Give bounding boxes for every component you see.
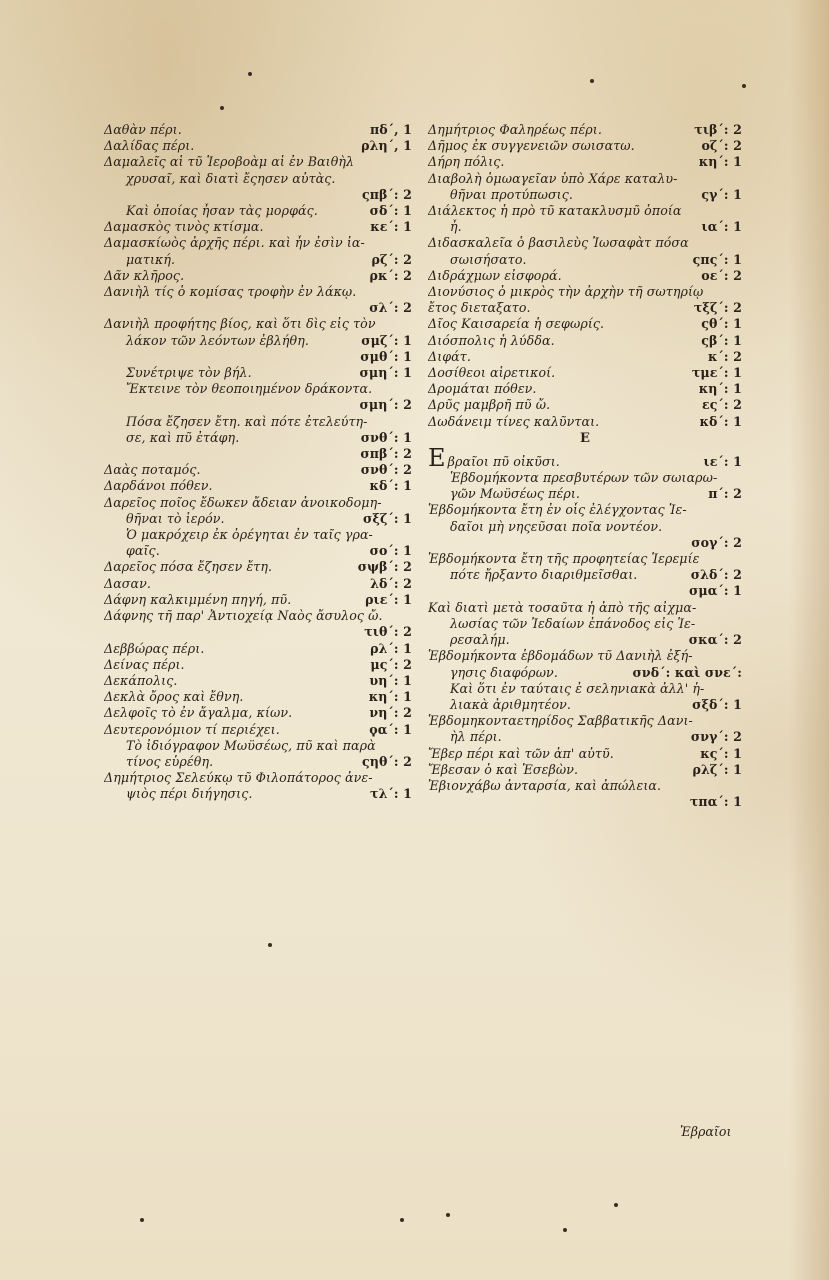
index-entry bbox=[104, 478, 412, 494]
page-reference: ςθ΄: 1 bbox=[701, 316, 742, 332]
entry-label: φαῖς. bbox=[126, 543, 160, 559]
page-reference: ες΄: 2 bbox=[701, 397, 742, 413]
index-entry bbox=[104, 673, 412, 689]
index-entry bbox=[428, 551, 742, 567]
entry-label: ὴλ πέρι. bbox=[450, 729, 502, 745]
page-reference: κδ΄: 1 bbox=[369, 478, 412, 494]
index-entry bbox=[428, 154, 742, 170]
index-entry bbox=[428, 397, 742, 413]
index-entry bbox=[104, 754, 412, 770]
entry-text bbox=[104, 252, 412, 268]
index-column-left bbox=[104, 122, 412, 803]
entry-label: Δαρδάνοι πόθεν. bbox=[104, 478, 213, 494]
page-edge-shadow bbox=[789, 0, 829, 1280]
entry-text bbox=[428, 448, 742, 470]
entry-label: γῶν Μωϋσέως πέρι. bbox=[450, 486, 581, 502]
entry-label: γησις διαφόρων. bbox=[450, 664, 558, 680]
entry-text bbox=[104, 738, 412, 754]
page-reference: σψβ΄: 2 bbox=[357, 559, 412, 575]
index-entry bbox=[428, 583, 742, 599]
entry-label: Καὶ διατὶ μετὰ τοσαῦτα ἡ ἀπὸ τῆς αἰχμα- bbox=[428, 599, 697, 615]
index-entry bbox=[104, 576, 412, 592]
ink-speck bbox=[220, 106, 224, 110]
entry-label: Δῖος Καισαρεία ἡ σεφωρίς. bbox=[428, 316, 605, 332]
entry-label bbox=[104, 300, 108, 315]
index-entry bbox=[104, 543, 412, 559]
entry-label: σωισήσατο. bbox=[450, 251, 527, 267]
page-reference: ρλζ΄: 1 bbox=[692, 761, 742, 777]
page-reference: οζ΄: 2 bbox=[701, 138, 742, 154]
page-reference: τλ΄: 1 bbox=[370, 786, 412, 802]
entry-label bbox=[104, 349, 108, 364]
page-reference: σπβ΄: 2 bbox=[360, 446, 412, 462]
page-reference: τπα΄: 1 bbox=[689, 794, 742, 810]
entry-label: Διόσπολις ἡ λύδδα. bbox=[428, 332, 555, 348]
entry-text bbox=[104, 235, 412, 251]
entry-label: Ἑβδομήκοντα ἑβδομάδων τῦ Δανιὴλ ἐξή- bbox=[428, 648, 693, 664]
entry-text bbox=[428, 171, 742, 187]
index-entry bbox=[104, 689, 412, 705]
entry-text bbox=[104, 381, 412, 397]
entry-text bbox=[104, 770, 412, 786]
entry-label: Διονύσιος ὁ μικρὸς τὴν ἀρχὴν τῆ σωτηρίῳ bbox=[428, 284, 704, 300]
index-entry bbox=[104, 608, 412, 624]
index-entry bbox=[428, 616, 742, 632]
entry-label bbox=[428, 583, 432, 598]
entry-label: Καὶ ὅτι ἐν ταύταις ἐ σεληνιακὰ ἀλλ' ἡ- bbox=[450, 680, 705, 696]
index-entry bbox=[428, 349, 742, 365]
index-entry bbox=[104, 381, 412, 397]
index-section-delta bbox=[428, 122, 742, 430]
entry-text bbox=[428, 648, 742, 664]
index-entry bbox=[104, 559, 412, 575]
index-entry bbox=[428, 486, 742, 502]
index-entry bbox=[104, 349, 412, 365]
index-entry bbox=[104, 365, 412, 381]
index-entry bbox=[428, 729, 742, 745]
entry-label: Διαβολὴ ὁμωαγεῖαν ὑπὸ Χάρε καταλυ- bbox=[428, 170, 678, 186]
page-reference: οε΄: 2 bbox=[701, 267, 742, 283]
entry-text bbox=[104, 284, 412, 300]
index-entry bbox=[428, 665, 742, 681]
page-reference: σμθ΄: 1 bbox=[360, 348, 412, 364]
entry-label: Δασαν. bbox=[104, 575, 151, 591]
page-reference: σλ΄: 2 bbox=[369, 300, 412, 316]
index-entry bbox=[104, 122, 412, 138]
entry-label: Δαὰς ποταμός. bbox=[104, 462, 201, 478]
entry-label: Διφάτ. bbox=[428, 348, 471, 364]
page-reference: λδ΄: 2 bbox=[370, 575, 412, 591]
entry-label bbox=[428, 794, 432, 809]
entry-label: ρεσαλήμ. bbox=[450, 632, 510, 648]
entry-label: ἦ. bbox=[450, 219, 462, 235]
index-entry bbox=[428, 203, 742, 219]
entry-text bbox=[428, 284, 742, 300]
entry-label: Δημήτριος Σελεύκῳ τῦ Φιλοπάτορος ἀνε- bbox=[104, 770, 373, 786]
index-entry bbox=[104, 252, 412, 268]
entry-text bbox=[428, 235, 742, 251]
entry-label: ψιὸς πέρι διήγησις. bbox=[126, 786, 253, 802]
index-entry bbox=[428, 365, 742, 381]
entry-label: Ἑβδομηκονταετηρίδος Σαββατικῆς Δανι- bbox=[428, 713, 693, 729]
entry-label: Δωδάνειμ τίνες καλῦνται. bbox=[428, 413, 600, 429]
entry-text bbox=[428, 316, 742, 332]
page-reference: τξζ΄: 2 bbox=[693, 300, 742, 316]
index-entry bbox=[104, 300, 412, 316]
page-reference: κη΄: 1 bbox=[368, 689, 412, 705]
page-reference: ςγ΄: 1 bbox=[701, 186, 742, 202]
index-entry bbox=[428, 632, 742, 648]
index-section-epsilon bbox=[428, 448, 742, 810]
index-entry bbox=[104, 397, 412, 413]
index-entry bbox=[428, 519, 742, 535]
index-entry bbox=[428, 567, 742, 583]
entry-label: Δαθὰν πέρι. bbox=[104, 122, 182, 137]
page-reference: ιε΄: 1 bbox=[703, 453, 742, 469]
entry-label: Δαλίδας πέρι. bbox=[104, 138, 195, 154]
entry-label: ἔτος διεταξατο. bbox=[428, 300, 531, 316]
index-entry bbox=[428, 381, 742, 397]
entry-label: πότε ἤρξαντο διαριθμεῖσθαι. bbox=[450, 567, 638, 583]
page-reference: σνγ΄: 2 bbox=[690, 729, 742, 745]
entry-text bbox=[428, 349, 742, 365]
page-reference: νη΄: 2 bbox=[369, 705, 412, 721]
index-entry bbox=[428, 778, 742, 794]
index-entry bbox=[428, 122, 742, 138]
entry-label: Δεκάπολις. bbox=[104, 672, 178, 688]
page-reference: υη΄: 1 bbox=[369, 672, 412, 688]
entry-label bbox=[428, 535, 432, 550]
page-reference: ρλ΄: 1 bbox=[370, 640, 412, 656]
entry-label: Δρῦς μαμβρῆ πῦ ὤ. bbox=[428, 397, 551, 413]
entry-label: Ἔκτεινε τὸν θεοποιημένον δράκοντα. bbox=[126, 381, 373, 397]
entry-label: βραῖοι πῦ οἰκῦσι. bbox=[447, 453, 560, 469]
page-reference: ρζ΄: 2 bbox=[371, 251, 412, 267]
entry-label: Δεκλὰ ὄρος καὶ ἔθνη. bbox=[104, 689, 244, 705]
index-entry bbox=[428, 284, 742, 300]
entry-label: Δήρη πόλις. bbox=[428, 154, 505, 170]
entry-text bbox=[428, 519, 742, 535]
index-entry bbox=[428, 535, 742, 551]
index-entry bbox=[428, 316, 742, 332]
index-entry bbox=[104, 786, 412, 802]
index-entry bbox=[428, 138, 742, 154]
entry-label: Διάλεκτος ἡ πρὸ τῦ κατακλυσμῦ ὁποία bbox=[428, 203, 682, 219]
entry-label: δαῖοι μὴ νηςεῦσαι ποῖα νοντέον. bbox=[450, 518, 663, 534]
entry-text bbox=[104, 527, 412, 543]
index-entry bbox=[428, 648, 742, 664]
entry-label: Ἑβδομήκοντα πρεσβυτέρων τῶν σωιαρω- bbox=[450, 470, 718, 486]
index-entry bbox=[428, 746, 742, 762]
page-reference: ςπς΄: 1 bbox=[692, 251, 742, 267]
entry-label: Δαμασκὸς τινὸς κτίσμα. bbox=[104, 219, 264, 235]
entry-label: Δρομάται πόθεν. bbox=[428, 381, 537, 397]
page-reference: σνδ΄: καὶ σνε΄: bbox=[632, 664, 742, 680]
index-entry bbox=[428, 762, 742, 778]
catchword: Ἐβραῖοι bbox=[680, 1124, 732, 1139]
page-reference: σδ΄: 1 bbox=[369, 203, 412, 219]
page-reference: σμζ΄: 1 bbox=[361, 332, 412, 348]
page-reference: σμη΄: 2 bbox=[359, 397, 412, 413]
ink-speck bbox=[140, 1218, 144, 1222]
entry-label: λιακὰ ἀριθμητέον. bbox=[450, 696, 572, 712]
page-reference: κε΄: 1 bbox=[370, 219, 412, 235]
index-entry bbox=[104, 527, 412, 543]
index-entry bbox=[104, 138, 412, 154]
index-entry bbox=[104, 446, 412, 462]
entry-label: Διδράχμων εἰσφορά. bbox=[428, 267, 562, 283]
index-entry bbox=[104, 495, 412, 511]
entry-text bbox=[104, 171, 412, 187]
entry-text bbox=[428, 333, 742, 349]
index-entry bbox=[104, 462, 412, 478]
ink-speck bbox=[268, 943, 272, 947]
entry-text bbox=[428, 486, 742, 502]
entry-label: Δᾶν κλῆρος. bbox=[104, 267, 185, 283]
index-entry bbox=[428, 187, 742, 203]
index-entry bbox=[104, 187, 412, 203]
page-reference: ια΄: 1 bbox=[701, 219, 742, 235]
entry-label: Δαρεῖος πόσα ἔζησεν ἔτη. bbox=[104, 559, 273, 575]
page-reference: σκα΄: 2 bbox=[688, 632, 742, 648]
entry-text bbox=[104, 414, 412, 430]
index-entry bbox=[104, 284, 412, 300]
entry-label: Δάφνης τῆ παρ' Ἀντιοχείᾳ Ναὸς ἄσυλος ὤ. bbox=[104, 608, 383, 624]
entry-text bbox=[428, 502, 742, 518]
index-entry bbox=[104, 430, 412, 446]
entry-text bbox=[428, 713, 742, 729]
index-entry bbox=[428, 600, 742, 616]
entry-label: Δανιὴλ προφήτης βίος, καὶ ὅτι δὶς εἰς τὸν bbox=[104, 316, 376, 332]
index-entry bbox=[428, 681, 742, 697]
index-entry bbox=[104, 722, 412, 738]
entry-label: Δευτερονόμιον τί περιέχει. bbox=[104, 721, 280, 737]
page-reference: σλδ΄: 2 bbox=[690, 567, 742, 583]
ink-speck bbox=[248, 72, 252, 76]
index-entry bbox=[428, 713, 742, 729]
page-reference: ρλη΄, 1 bbox=[361, 138, 412, 154]
entry-text bbox=[428, 681, 742, 697]
entry-label: Δείνας πέρι. bbox=[104, 656, 185, 672]
index-entry bbox=[428, 268, 742, 284]
index-entry bbox=[104, 414, 412, 430]
entry-text bbox=[428, 203, 742, 219]
index-entry bbox=[428, 171, 742, 187]
index-entry bbox=[104, 171, 412, 187]
entry-label: Ἑβδομήκοντα ἔτη τῆς προφητείας Ἱερεμίε bbox=[428, 551, 700, 567]
index-entry bbox=[104, 705, 412, 721]
entry-text bbox=[428, 268, 742, 284]
ink-speck bbox=[614, 1203, 618, 1207]
entry-text bbox=[428, 616, 742, 632]
entry-label: Δελφοῖς τὸ ἐν ἄγαλμα, κίων. bbox=[104, 705, 293, 721]
entry-label bbox=[104, 187, 108, 202]
index-entry bbox=[104, 511, 412, 527]
entry-label: Δάφνη καλκιμμένη πηγή, πῦ. bbox=[104, 591, 292, 607]
entry-label: Καὶ ὁποίας ἦσαν τὰς μορφάς. bbox=[126, 203, 318, 219]
entry-label: Ἐβιονχάβω ἀνταρσία, καὶ ἀπώλεια. bbox=[428, 777, 662, 793]
index-entry bbox=[104, 738, 412, 754]
entry-label: Ἔβεσαν ὁ καὶ Ἐσεβὼν. bbox=[428, 761, 579, 777]
index-entry bbox=[428, 697, 742, 713]
drop-capital: Ε bbox=[428, 447, 446, 471]
page-reference: σο΄: 1 bbox=[369, 543, 412, 559]
entry-label: Δῆμος ἐκ συγγενειῶν σωισατω. bbox=[428, 138, 635, 154]
entry-label: θῆναι τὸ ἱερόν. bbox=[126, 510, 225, 526]
index-entry bbox=[104, 154, 412, 170]
entry-label: σε, καὶ πῦ ἐτάφη. bbox=[126, 429, 240, 445]
entry-label: Δοσίθεοι αἱρετικοί. bbox=[428, 365, 556, 381]
ink-speck bbox=[446, 1213, 450, 1217]
entry-label: λάκον τῶν λεόντων ἐβλήθη. bbox=[126, 332, 309, 348]
page-reference: σξζ΄: 1 bbox=[363, 510, 412, 526]
entry-label: Δαμασκίωὸς ἀρχῆς πέρι. καὶ ἦν ἐσὶν ἰα- bbox=[104, 235, 365, 251]
page-reference: π΄: 2 bbox=[708, 486, 742, 502]
page-reference: κδ΄: 1 bbox=[699, 413, 742, 429]
index-entry bbox=[104, 592, 412, 608]
entry-label bbox=[104, 397, 108, 412]
index-entry bbox=[104, 641, 412, 657]
page-reference: κη΄: 1 bbox=[698, 381, 742, 397]
index-entry bbox=[428, 502, 742, 518]
ink-speck bbox=[590, 79, 594, 83]
index-entry bbox=[104, 770, 412, 786]
entry-label bbox=[104, 624, 108, 639]
entry-text bbox=[428, 138, 742, 154]
entry-label: Δαμαλεῖς αἱ τῦ Ἱεροβοὰμ αἱ ἐν Βαιθὴλ bbox=[104, 154, 355, 170]
entry-text bbox=[104, 154, 412, 170]
entry-text bbox=[428, 219, 742, 235]
entry-text bbox=[428, 397, 742, 413]
page-reference: πδ΄, 1 bbox=[369, 122, 412, 137]
index-entry bbox=[104, 624, 412, 640]
page-reference: κη΄: 1 bbox=[698, 154, 742, 170]
page-reference: μς΄: 2 bbox=[370, 656, 412, 672]
page-reference: σμη΄: 1 bbox=[359, 365, 412, 381]
index-column-right bbox=[428, 122, 742, 810]
index-entry bbox=[428, 300, 742, 316]
index-entry bbox=[428, 219, 742, 235]
ink-speck bbox=[563, 1228, 567, 1232]
entry-text bbox=[104, 316, 412, 332]
index-entry bbox=[104, 333, 412, 349]
page-reference: κ΄: 2 bbox=[707, 348, 742, 364]
page-reference: σνθ΄: 1 bbox=[360, 429, 412, 445]
page-reference: ςηθ΄: 2 bbox=[361, 753, 412, 769]
entry-label: Δαρεῖος ποῖος ἔδωκεν ἄδειαν ἀνοικοδομη- bbox=[104, 494, 382, 510]
index-entry bbox=[428, 252, 742, 268]
entry-label bbox=[104, 446, 108, 461]
entry-label: Δανιὴλ τίς ὁ κομίσας τροφὴν ἐν λάκῳ. bbox=[104, 284, 357, 300]
index-entry bbox=[104, 219, 412, 235]
ink-speck bbox=[742, 84, 746, 88]
entry-label: Δεββώρας πέρι. bbox=[104, 640, 205, 656]
entry-text bbox=[428, 746, 742, 762]
entry-label: Τὸ ἰδιόγραφον Μωϋσέως, πῦ καὶ παρὰ bbox=[126, 737, 376, 753]
index-entry bbox=[104, 203, 412, 219]
entry-text bbox=[104, 608, 412, 624]
page-reference: κς΄: 1 bbox=[700, 745, 742, 761]
entry-label: τίνος εὑρέθη. bbox=[126, 753, 214, 769]
entry-label: Συνέτριψε τὸν βήλ. bbox=[126, 365, 252, 381]
page-reference: τμε΄: 1 bbox=[691, 365, 742, 381]
index-entry bbox=[104, 235, 412, 251]
entry-label: Ἑβδομήκοντα ἔτη ἐν οἷς ἐλέγχοντας Ἰε- bbox=[428, 502, 687, 518]
page-reference: σογ΄: 2 bbox=[691, 534, 742, 550]
page-reference: τιβ΄: 2 bbox=[694, 122, 742, 137]
page-reference: ριε΄: 1 bbox=[365, 591, 412, 607]
entry-text bbox=[428, 187, 742, 203]
index-entry bbox=[428, 235, 742, 251]
ink-speck bbox=[400, 1218, 404, 1222]
index-entry bbox=[104, 316, 412, 332]
page-reference: ϙα΄: 1 bbox=[369, 721, 412, 737]
entry-text bbox=[428, 470, 742, 486]
page-reference: ρκ΄: 2 bbox=[369, 267, 412, 283]
entry-label: Ἔβερ πέρι καὶ τῶν ἀπ' αὐτῦ. bbox=[428, 745, 614, 761]
entry-label: Πόσα ἔζησεν ἔτη. καὶ πότε ἐτελεύτη- bbox=[126, 413, 368, 429]
entry-text bbox=[428, 551, 742, 567]
entry-label: χρυσαῖ, καὶ διατὶ ἔςησεν αὐτὰς. bbox=[126, 170, 336, 186]
index-entry bbox=[428, 414, 742, 430]
entry-label: λωσίας τῶν Ἰεδαίων ἐπάνοδος εἰς Ἱε- bbox=[450, 615, 696, 631]
page-reference: ςβ΄: 1 bbox=[701, 332, 742, 348]
page-reference: τιθ΄: 2 bbox=[364, 624, 412, 640]
index-entry bbox=[104, 657, 412, 673]
index-entry bbox=[428, 794, 742, 810]
entry-label: Ὁ μακρόχειρ ἐκ ὀρέγηται ἐν ταῖς γρα- bbox=[126, 527, 373, 543]
index-entry bbox=[428, 448, 742, 470]
page-reference: σμα΄: 1 bbox=[689, 583, 742, 599]
entry-text bbox=[428, 778, 742, 794]
page-reference: ςπβ΄: 2 bbox=[361, 186, 412, 202]
letter-heading: Ε bbox=[580, 430, 590, 446]
entry-label: ματική. bbox=[126, 251, 176, 267]
entry-text bbox=[428, 600, 742, 616]
entry-label: Διδασκαλεῖα ὁ βασιλεὺς Ἰωσαφὰτ πόσα bbox=[428, 235, 689, 251]
entry-label: θῆναι προτύπωσις. bbox=[450, 186, 573, 202]
page-reference: σξδ΄: 1 bbox=[692, 696, 742, 712]
entry-label: Δημήτριος Φαληρέως πέρι. bbox=[428, 122, 602, 137]
entry-text bbox=[104, 495, 412, 511]
index-entry bbox=[104, 268, 412, 284]
index-entry bbox=[428, 470, 742, 486]
page-reference: σνθ΄: 2 bbox=[360, 462, 412, 478]
index-entry bbox=[428, 333, 742, 349]
